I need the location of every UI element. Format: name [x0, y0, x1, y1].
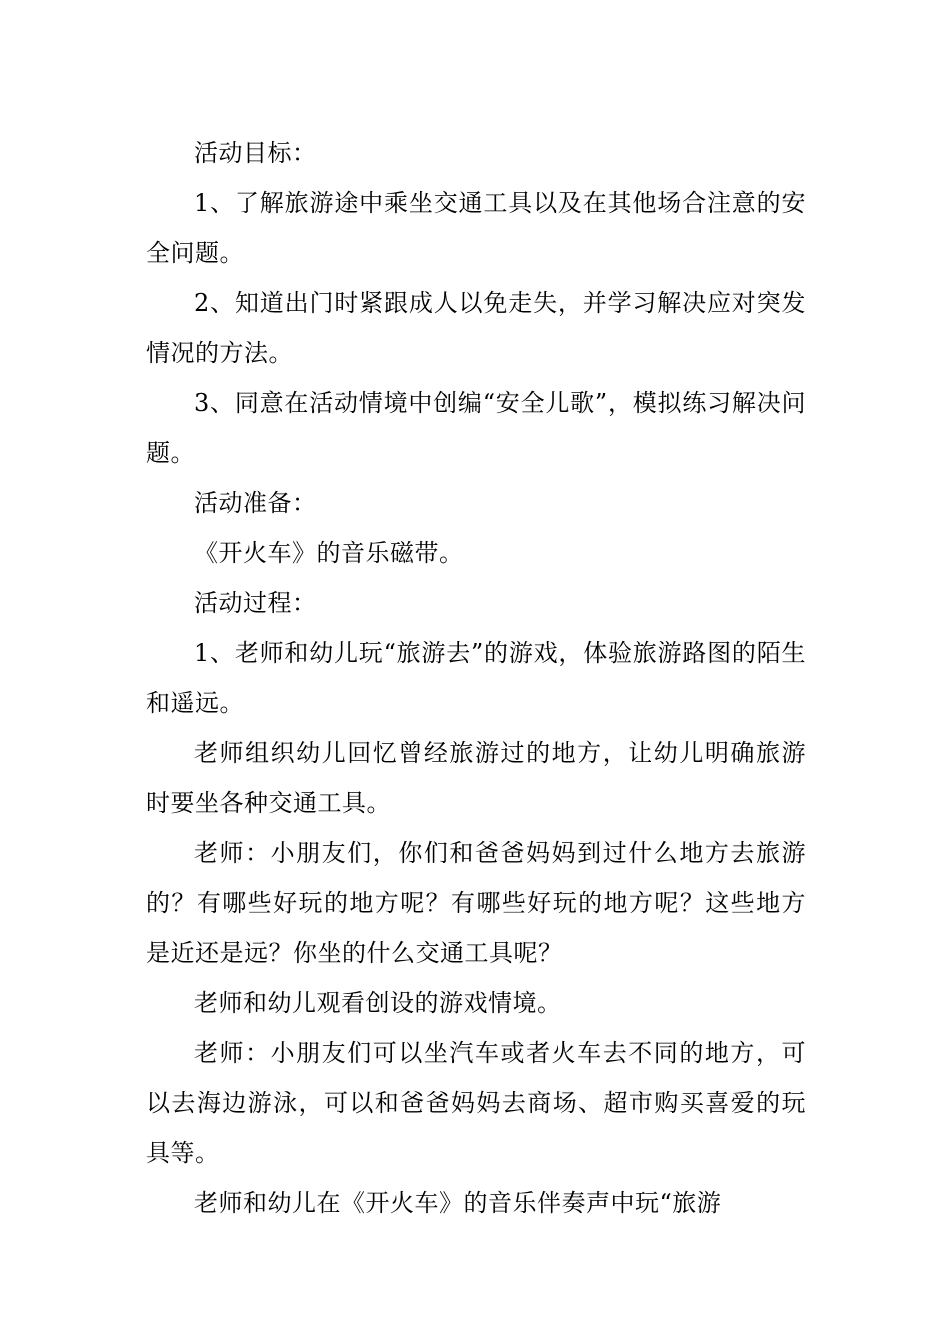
heading-activity-preparation: 活动准备： [194, 489, 317, 517]
process-paragraph: 老师和幼儿观看创设的游戏情境。 [194, 989, 562, 1017]
heading-activity-process: 活动过程： [194, 589, 317, 617]
heading-activity-goals: 活动目标： [194, 139, 317, 167]
goal-item-2: 2、知道出门时紧跟成人以免走失，并学习解决应对突发情况的方法。 [146, 289, 806, 367]
goal-item-3: 3、同意在活动情境中创编“安全儿歌”，模拟练习解决问题。 [146, 389, 806, 467]
preparation-text: 《开火车》的音乐磁带。 [194, 539, 464, 567]
teacher-dialogue: 老师：小朋友们，你们和爸爸妈妈到过什么地方去旅游的？有哪些好玩的地方呢？有哪些好玩的地方呢？这些地方是近还是远？你坐的什么交通工具呢？ [146, 839, 806, 967]
process-paragraph: 老师和幼儿在《开火车》的音乐伴奏声中玩“旅游 [194, 1189, 722, 1217]
goal-item-1: 1、了解旅游途中乘坐交通工具以及在其他场合注意的安全问题。 [146, 189, 806, 267]
process-step-1: 1、老师和幼儿玩“旅游去”的游戏，体验旅游路图的陌生和遥远。 [146, 639, 806, 717]
process-paragraph: 老师组织幼儿回忆曾经旅游过的地方，让幼儿明确旅游时要坐各种交通工具。 [146, 739, 806, 817]
document-body [146, 128, 806, 1228]
teacher-dialogue: 老师：小朋友们可以坐汽车或者火车去不同的地方，可以去海边游泳，可以和爸爸妈妈去商场、超市购买喜爱的玩具等。 [146, 1039, 806, 1167]
